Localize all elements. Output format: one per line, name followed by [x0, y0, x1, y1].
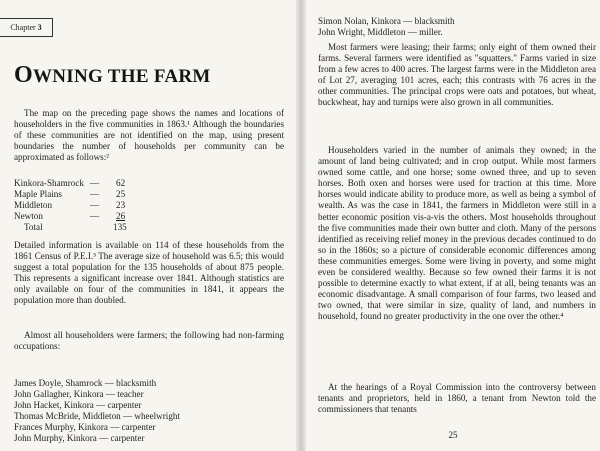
household-table: [14, 178, 164, 233]
community-name: Middleton: [14, 200, 53, 211]
table-row: [14, 211, 164, 222]
list-item: James Doyle, Shamrock — blacksmith: [14, 378, 157, 388]
household-count: 23: [116, 200, 126, 211]
chapter-title: [14, 62, 211, 89]
commission-paragraph: At the hearings of a Royal Commission into the controversy between tenants and proprietors, held in 1860, a tenant from Newton told the commissioners that tenants: [318, 382, 596, 415]
list-item: Simon Nolan, Kinkora — blacksmith: [318, 16, 455, 26]
community-name: Maple Plains: [14, 189, 62, 200]
household-count: 26: [116, 211, 126, 222]
total-count: 135: [113, 222, 127, 233]
community-name: Kinkora-Shamrock: [14, 178, 84, 188]
dash: —: [90, 211, 100, 222]
table-row: [14, 178, 164, 189]
chapter-number: 3: [37, 23, 42, 32]
table-row: [14, 189, 164, 200]
book-gutter: [296, 0, 306, 451]
title-rest: WNING THE FARM: [32, 66, 211, 87]
occupation-list: [14, 378, 284, 445]
dash: —: [90, 178, 100, 188]
household-count: 62: [116, 178, 126, 188]
list-item: John Wright, Middleton — miller.: [318, 27, 443, 38]
list-item: Frances Murphy, Kinkora — carpenter: [14, 422, 156, 433]
page-number: 25: [448, 430, 458, 440]
list-item: John Hacket, Kinkora — carpenter: [14, 400, 142, 411]
intro-paragraph: The map on the preceding page shows the names and locations of householders in the five communities in 1863.¹ Although the boundaries of these communities are not identified on the map, using present boundaries the number of households per community can be approximated as follows:²: [14, 108, 284, 163]
dash: —: [90, 189, 100, 200]
animals-paragraph: Householders varied in the number of animals they owned; in the amount of land being cultivated; and in crop output. While most farmers owned some cattle, and one horse; some owned three, and up to seven horses. Both oxen and horses were used for traction at this time. More horses would indicate ability to produce more, as well as being a symbol of wealth. As was the case in 1841, the farmers in Middleton were still in a better economic position vis-a-vis the others. Most households throughout the five communities made their own butter and cloth. Many of the persons identified as receiving relief money in the previous decades continued to do so in the 1860s; so a picture of considerable economic differences among these communities emerges. Some were living in poverty, and some might even be considered wealthy. Because so few owned their farms it is not possible to determine exactly to what extent, if at all, being tenants was an economic disadvantage. A small comparison of four farms, two leased and two owned, that were similar in size, quality of land, and numbers in household, found no greater productivity in the one over the other.⁴: [318, 145, 596, 322]
dash: —: [90, 200, 100, 211]
table-total-row: [14, 222, 164, 233]
farms-paragraph: Most farmers were leasing; their farms; only eight of them owned their farms. Several farmers were identified as "squatters." Farms varied in size from a few acres to 400 acres. The largest farms were in the Middleton area of Lot 27, averaging 101 acres, each; this contrasts with 76 acres in the other communities. The principal crops were oats and potatoes, but wheat, buckwheat, hay and turnips were also grown in all communities.: [318, 42, 596, 108]
list-item: John Gallagher, Kinkora — teacher: [14, 389, 144, 400]
chapter-label: Chapter: [10, 23, 36, 32]
total-label: Total: [24, 222, 43, 233]
list-item: Thomas McBride, Middleton — wheelwright: [14, 411, 180, 422]
occupation-list-continued: [306, 16, 596, 38]
chapter-tab: [0, 18, 53, 37]
table-row: [14, 200, 164, 211]
household-count: 25: [116, 189, 126, 200]
occupations-intro: Almost all householders were farmers; the following had non-farming occupations:: [14, 330, 284, 352]
census-paragraph: Detailed information is available on 114 of these households from the 1861 Census of P.E.I.³ The average size of household was 6.5; this would suggest a total population for the 135 households of about 875 people. This represents a significant increase over 1841. Although statistics are only available on four of the communities in 1841, it appears the population more than doubled.: [14, 240, 284, 306]
list-item: John Murphy, Kinkora — carpenter: [14, 433, 145, 444]
title-initial: O: [14, 62, 33, 88]
community-name: Newton: [14, 211, 43, 222]
